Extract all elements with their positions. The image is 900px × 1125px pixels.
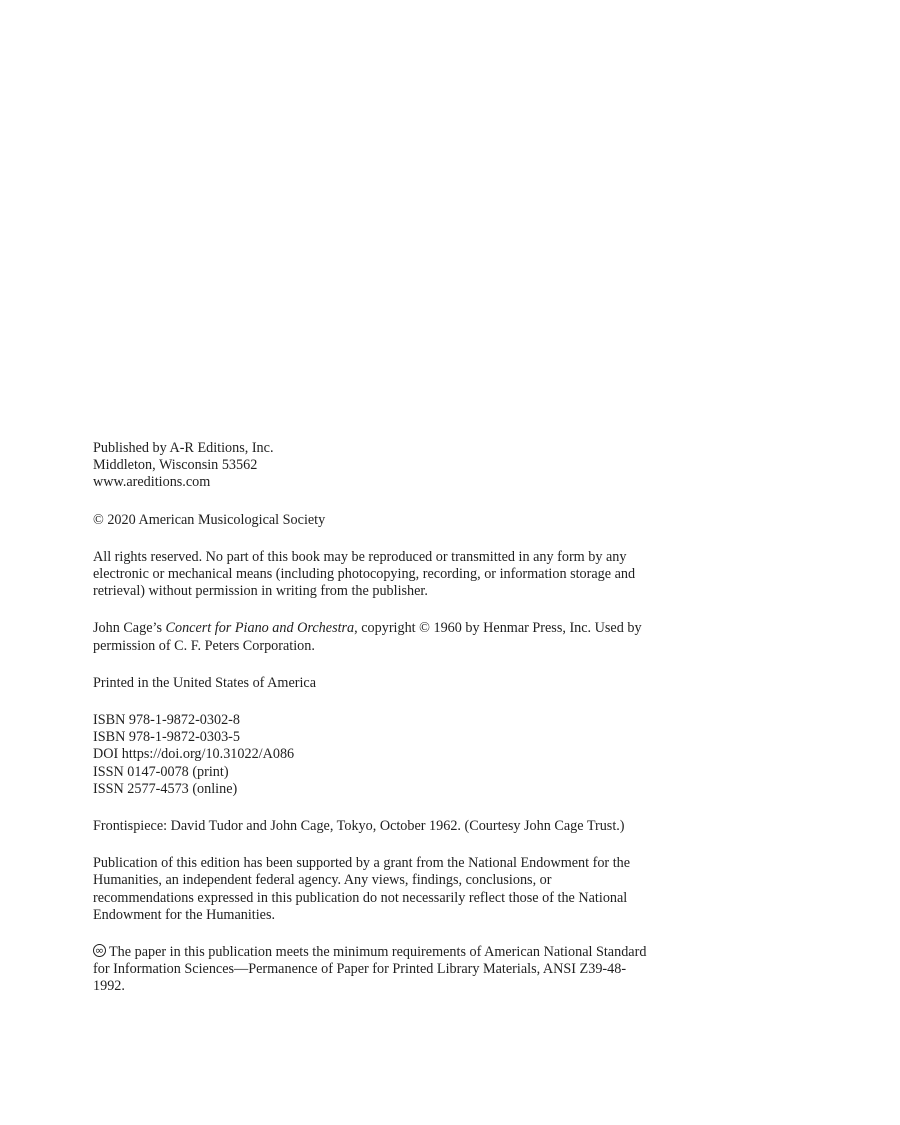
neh-text: Publication of this edition has been supported by a grant from the National Endowment for the Humanities, an independent federal agency. Any views, findings, conclusions, or recommendations expressed in this publication do not necessarily reflect those of the National Endowment for the Humanities. <box>93 855 631 923</box>
paper-block <box>93 944 653 996</box>
cage-notice-block <box>93 620 653 654</box>
identifier-line: ISBN 978-1-9872-0302-8 <box>93 712 240 729</box>
publisher-block <box>93 440 653 492</box>
publisher-name: Published by A-R Editions, Inc. <box>93 440 274 456</box>
printed-block <box>93 675 653 692</box>
identifier-line: DOI https://doi.org/10.31022/A086 <box>93 746 295 763</box>
cage-notice <box>93 620 653 654</box>
identifier-line: ISSN 0147-0078 (print) <box>93 763 229 780</box>
printed-line: Printed in the United States of America <box>93 674 317 691</box>
rights-text: All rights reserved. No part of this book may be reproduced or transmitted in any form by any electronic or mechanical means (including photocopying, recording, or information storage and retrieval) without permission in writing from the publisher. <box>93 548 636 600</box>
paper-notice <box>93 944 653 996</box>
publisher-website: www.areditions.com <box>93 474 211 491</box>
permanence-of-paper-icon <box>93 944 106 957</box>
copyright-page <box>93 440 653 1016</box>
copyright-block <box>93 512 653 529</box>
frontispiece-line: Frontispiece: David Tudor and John Cage, Tokyo, October 1962. (Courtesy John Cage Trust.) <box>93 818 625 835</box>
identifier-line: ISBN 978-1-9872-0303-5 <box>93 729 240 746</box>
paper-text: The paper in this publication meets the minimum requirements of American National Standard for Information Sciences—Permanence of Paper for Printed Library Materials, ANSI Z39-48-1992. <box>93 944 647 995</box>
identifier-line: ISSN 2577-4573 (online) <box>93 780 238 797</box>
frontispiece-block <box>93 818 653 835</box>
copyright-line: © 2020 American Musicological Society <box>93 511 326 528</box>
identifiers-block <box>93 712 653 798</box>
neh-block <box>93 855 653 924</box>
cage-work-title: Concert for Piano and Orchestra <box>165 620 355 637</box>
publisher-address: Middleton, Wisconsin 53562 <box>93 457 258 474</box>
rights-block <box>93 549 653 601</box>
cage-notice-prefix: John Cage’s <box>93 620 166 637</box>
cage-notice-suffix: , copyright © 1960 by Henmar Press, Inc. Used by permission of C. F. Peters Corporation. <box>93 620 642 654</box>
